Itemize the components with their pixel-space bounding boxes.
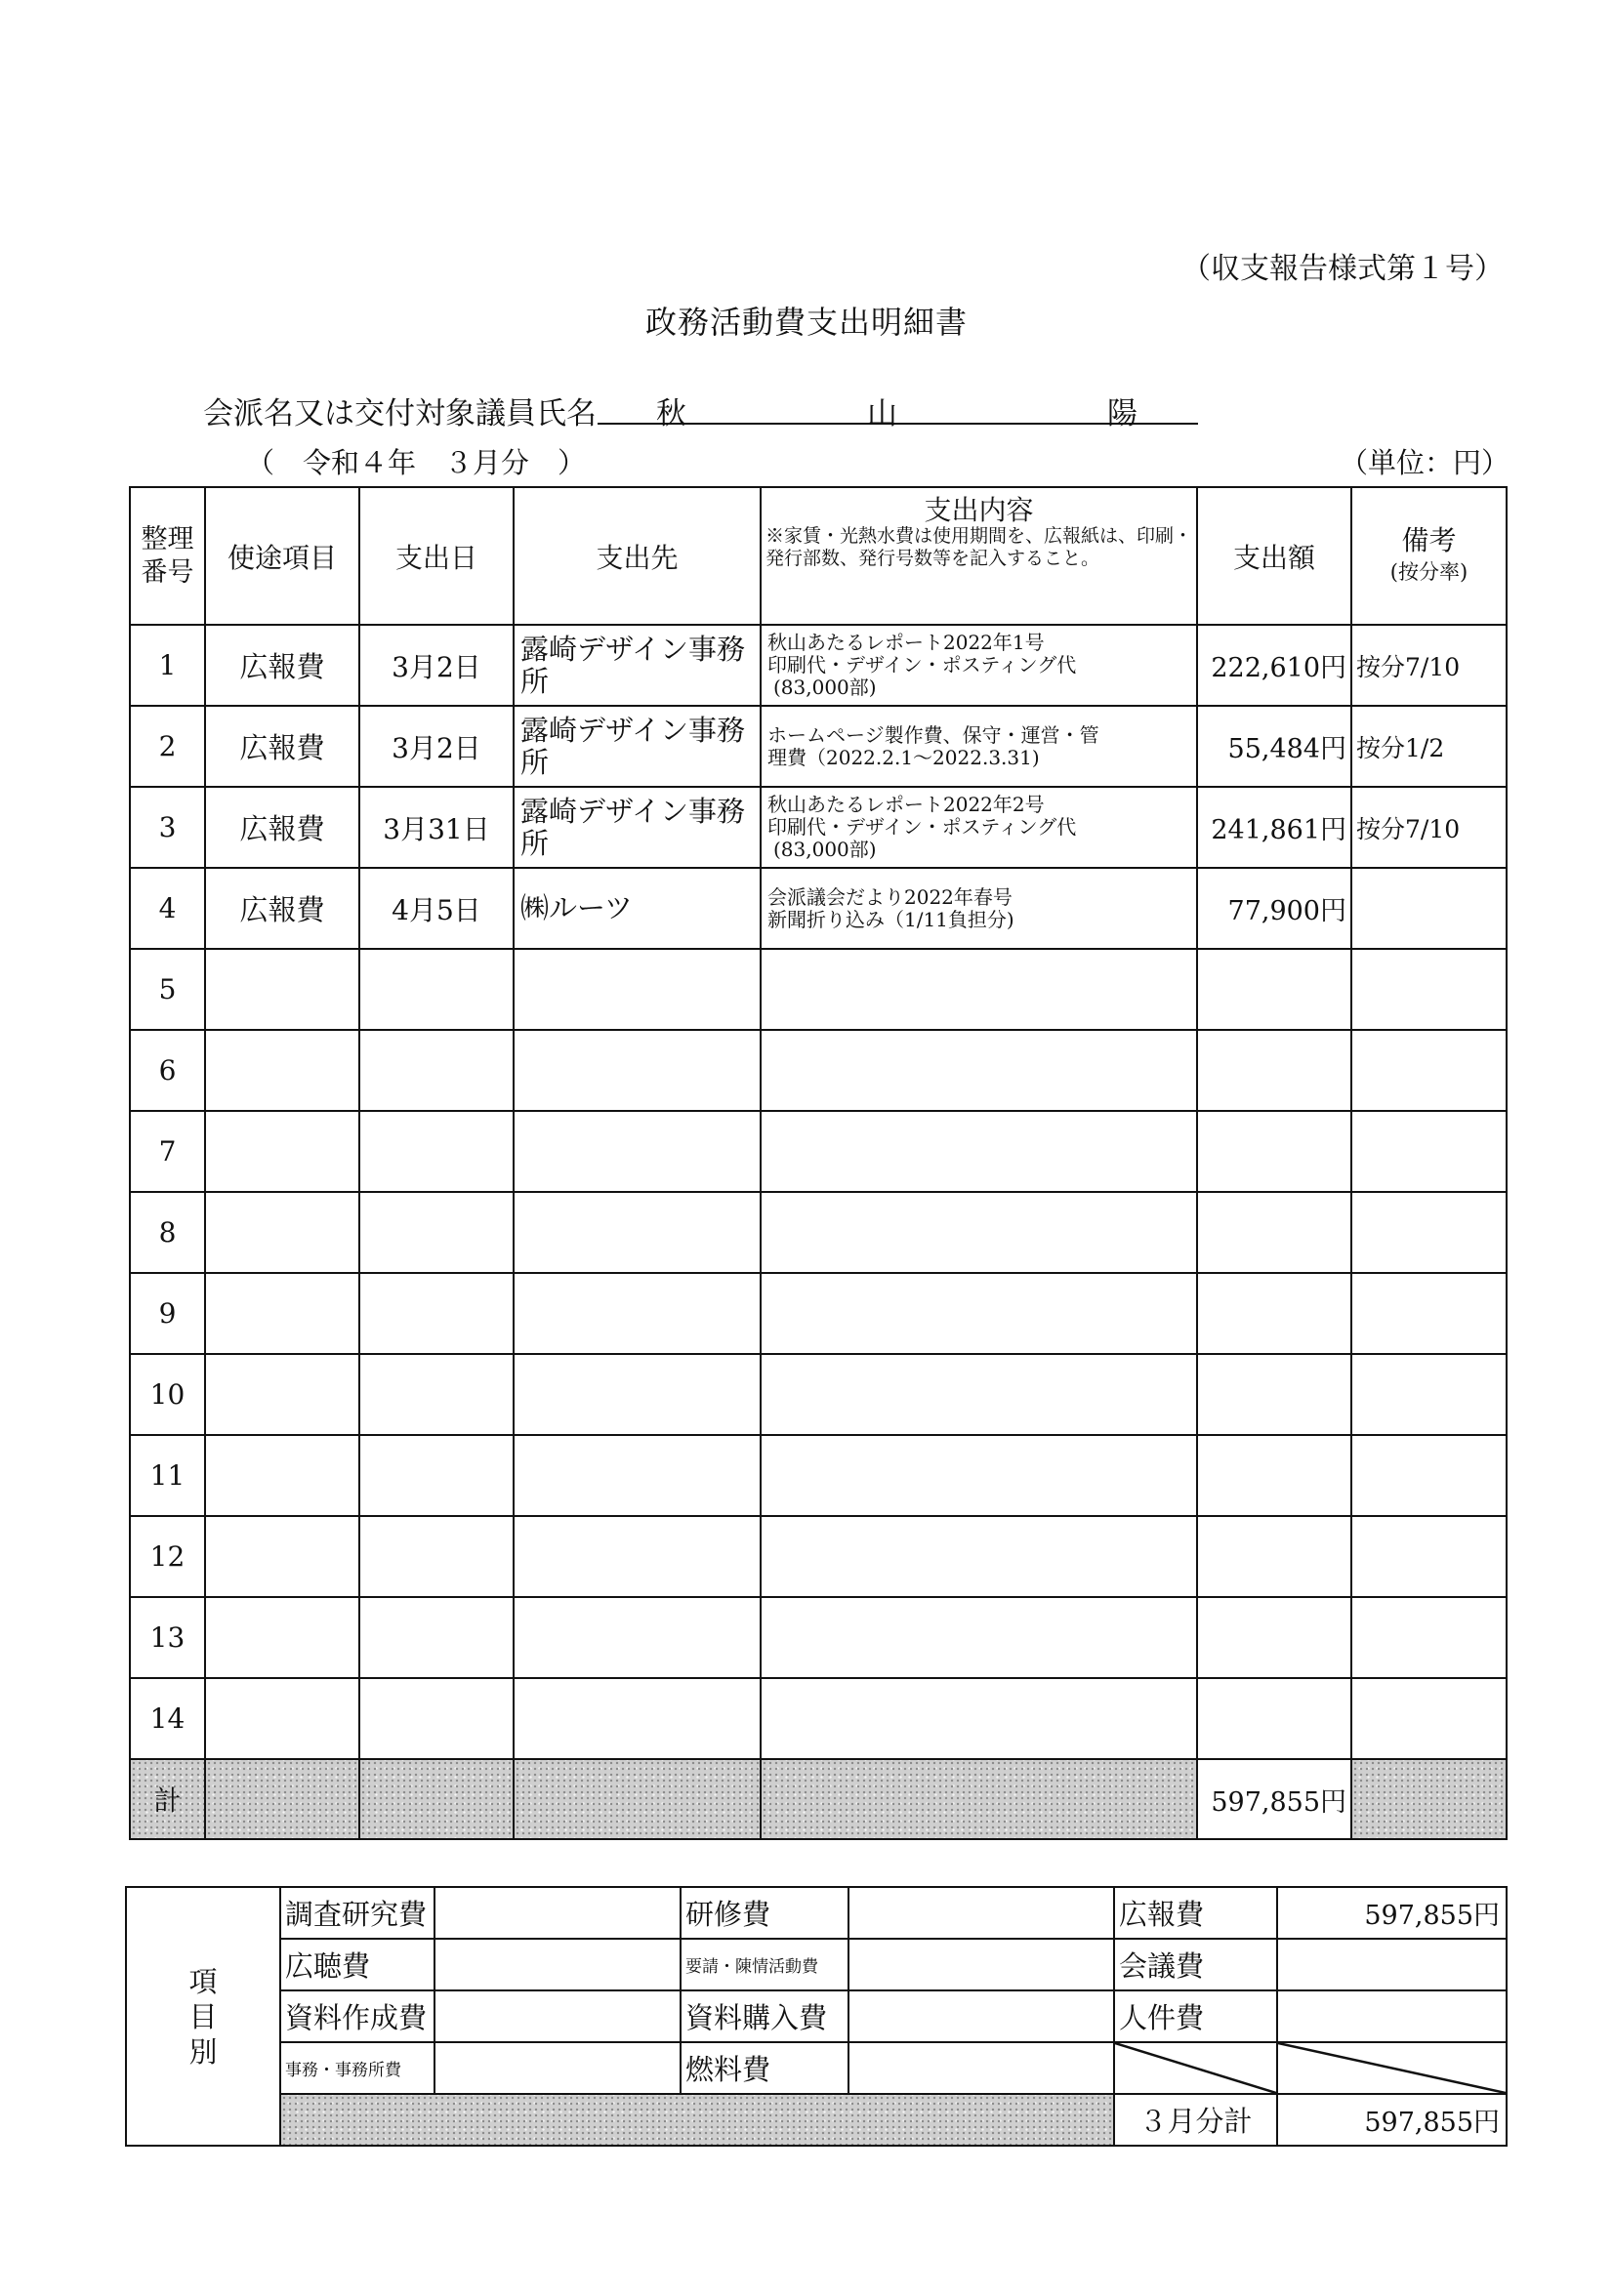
col-header-note-title: 備考 [1401, 523, 1457, 556]
total-row [130, 1759, 1507, 1839]
row-note [1351, 1273, 1507, 1354]
row-use [205, 1516, 359, 1597]
row-amount [1197, 1273, 1351, 1354]
row-no: 1 [130, 625, 205, 706]
row-use: 広報費 [205, 625, 359, 706]
row-no: 3 [130, 787, 205, 868]
cat-petition-label: 要請・陳情活動費 [681, 1939, 848, 1990]
row-desc-line1: ホームページ製作費、保守・運営・管 [767, 722, 1099, 747]
name-label: 会派名又は交付対象議員氏名 [203, 396, 597, 431]
row-date: 4月5日 [359, 868, 514, 949]
row-use [205, 1678, 359, 1759]
month-total-amount: 597,855円 [1277, 2094, 1507, 2146]
table-row [130, 1192, 1507, 1273]
name-char-2: 山 [867, 396, 897, 431]
row-no: 7 [130, 1111, 205, 1192]
row-date [359, 1111, 514, 1192]
row-date [359, 1678, 514, 1759]
page-title: 政務活動費支出明細書 [644, 304, 968, 341]
row-payee [514, 625, 761, 706]
summary-side-label [126, 1887, 280, 2146]
name-underline [598, 423, 1198, 425]
expense-table [129, 486, 1508, 1840]
row-payee [514, 1030, 761, 1111]
total-shaded-cell [205, 1759, 359, 1839]
total-shaded-cell [514, 1759, 761, 1839]
row-desc [761, 787, 1197, 868]
row-payee [514, 1435, 761, 1516]
name-char-1: 秋 [656, 396, 686, 431]
col-header-use: 使途項目 [205, 487, 359, 625]
row-no: 6 [130, 1030, 205, 1111]
row-desc [761, 1516, 1197, 1597]
row-note [1351, 949, 1507, 1030]
row-no: 9 [130, 1273, 205, 1354]
total-shaded-cell [359, 1759, 514, 1839]
row-use [205, 1030, 359, 1111]
col-header-no-label: 整理番号 [141, 523, 194, 588]
row-payee-text: ㈱ルーツ [520, 891, 633, 924]
row-desc-line3: (83,000部) [773, 838, 877, 861]
row-use [205, 1192, 359, 1273]
diagonal-empty-cell [1277, 2042, 1507, 2094]
table-row [130, 625, 1507, 706]
cat-office-amount [434, 2042, 681, 2094]
row-payee [514, 1597, 761, 1678]
unit-label: （単位：円） [1340, 446, 1510, 479]
form-number: （収支報告様式第１号） [1181, 252, 1504, 286]
row-payee-text: 露崎デザイン事務所 [520, 794, 745, 860]
row-note [1351, 1030, 1507, 1111]
row-desc [761, 1192, 1197, 1273]
table-row [130, 1516, 1507, 1597]
side-char-2: 目 [188, 1999, 218, 2033]
cat-materials-buy-amount [848, 1990, 1114, 2042]
cat-petition-amount [848, 1939, 1114, 1990]
cat-pr-amount: 597,855円 [1277, 1887, 1507, 1939]
row-use: 広報費 [205, 787, 359, 868]
row-payee [514, 787, 761, 868]
row-desc-line1: 秋山あたるレポート2022年2号 [767, 793, 1045, 816]
row-date [359, 1435, 514, 1516]
row-desc-line1: 会派議会だより2022年春号 [767, 884, 1013, 909]
row-payee [514, 1192, 761, 1273]
row-desc [761, 1111, 1197, 1192]
cat-research-label: 調査研究費 [280, 1887, 434, 1939]
cat-materials-buy-label: 資料購入費 [681, 1990, 848, 2042]
row-amount [1197, 1516, 1351, 1597]
row-desc [761, 1273, 1197, 1354]
row-payee [514, 1111, 761, 1192]
row-no: 13 [130, 1597, 205, 1678]
row-amount [1197, 1354, 1351, 1435]
row-amount: 222,610円 [1197, 625, 1351, 706]
table-row [130, 1030, 1507, 1111]
row-use [205, 1111, 359, 1192]
row-note: 按分7/10 [1351, 625, 1507, 706]
row-note [1351, 1111, 1507, 1192]
row-desc [761, 1678, 1197, 1759]
row-desc-line2: 理費（2022.2.1～2022.3.31) [767, 745, 1040, 769]
table-row [130, 706, 1507, 787]
row-note [1351, 1435, 1507, 1516]
row-desc [761, 1354, 1197, 1435]
row-amount [1197, 949, 1351, 1030]
month-total-label: ３月分計 [1114, 2094, 1277, 2146]
side-char-3: 別 [188, 2034, 218, 2069]
table-row [130, 1354, 1507, 1435]
cat-training-amount [848, 1887, 1114, 1939]
row-desc-line2: 印刷代・デザイン・ポスティング代 [767, 653, 1077, 676]
row-amount [1197, 1678, 1351, 1759]
row-desc [761, 706, 1197, 787]
col-header-note-sub: (按分率) [1389, 559, 1468, 584]
row-payee [514, 949, 761, 1030]
row-no: 12 [130, 1516, 205, 1597]
summary-shaded-cell [280, 2094, 1114, 2146]
row-no: 2 [130, 706, 205, 787]
row-use: 広報費 [205, 706, 359, 787]
row-date [359, 1597, 514, 1678]
row-payee [514, 1273, 761, 1354]
row-note [1351, 868, 1507, 949]
row-desc [761, 625, 1197, 706]
period-label: （ 令和４年 ３月分 ） [246, 446, 587, 479]
col-header-no [130, 487, 205, 625]
row-payee [514, 706, 761, 787]
col-header-date: 支出日 [359, 487, 514, 625]
row-note: 按分1/2 [1351, 706, 1507, 787]
row-no: 10 [130, 1354, 205, 1435]
row-desc-line1: 秋山あたるレポート2022年1号 [767, 631, 1045, 654]
row-use [205, 1273, 359, 1354]
row-use [205, 949, 359, 1030]
category-summary-table [125, 1886, 1508, 2147]
row-no: 5 [130, 949, 205, 1030]
table-row [130, 868, 1507, 949]
cat-materials-make-label: 資料作成費 [280, 1990, 434, 2042]
row-no: 8 [130, 1192, 205, 1273]
row-payee [514, 1678, 761, 1759]
row-amount [1197, 1111, 1351, 1192]
table-row [130, 1435, 1507, 1516]
cat-fuel-amount [848, 2042, 1114, 2094]
row-desc [761, 1435, 1197, 1516]
cat-personnel-amount [1277, 1990, 1507, 2042]
cat-materials-make-amount [434, 1990, 681, 2042]
cat-hearing-amount [434, 1939, 681, 1990]
cat-research-amount [434, 1887, 681, 1939]
cat-fuel-label: 燃料費 [681, 2042, 848, 2094]
col-header-desc [761, 487, 1197, 625]
table-row [130, 949, 1507, 1030]
row-date [359, 1030, 514, 1111]
row-use [205, 1435, 359, 1516]
name-char-3: 陽 [1107, 396, 1137, 431]
row-payee-text: 露崎デザイン事務所 [520, 632, 745, 698]
col-header-payee: 支出先 [514, 487, 761, 625]
row-date [359, 1192, 514, 1273]
total-amount: 597,855円 [1197, 1759, 1351, 1839]
cat-meeting-amount [1277, 1939, 1507, 1990]
row-note [1351, 1192, 1507, 1273]
row-amount [1197, 1435, 1351, 1516]
row-payee [514, 868, 761, 949]
total-label: 計 [130, 1759, 205, 1839]
table-row [130, 1273, 1507, 1354]
row-payee-text: 露崎デザイン事務所 [520, 713, 745, 779]
row-note [1351, 1597, 1507, 1678]
row-date [359, 1354, 514, 1435]
table-row [130, 1597, 1507, 1678]
row-desc-line2: 新聞折り込み（1/11負担分) [767, 907, 1014, 931]
row-desc-line2: 印刷代・デザイン・ポスティング代 [767, 815, 1077, 839]
row-note [1351, 1354, 1507, 1435]
table-header-row [130, 487, 1507, 625]
table-row [130, 1111, 1507, 1192]
row-note: 按分7/10 [1351, 787, 1507, 868]
row-use [205, 1354, 359, 1435]
total-shaded-cell [1351, 1759, 1507, 1839]
row-no: 4 [130, 868, 205, 949]
row-payee [514, 1354, 761, 1435]
cat-pr-label: 広報費 [1114, 1887, 1277, 1939]
col-header-desc-title: 支出内容 [924, 494, 1034, 526]
cat-personnel-label: 人件費 [1114, 1990, 1277, 2042]
cat-meeting-label: 会議費 [1114, 1939, 1277, 1990]
col-header-note [1351, 487, 1507, 625]
row-amount: 55,484円 [1197, 706, 1351, 787]
col-header-desc-note: ※家賃・光熱水費は使用期間を、広報紙は、印刷・発行部数、発行号数等を記入すること。 [765, 525, 1193, 569]
col-header-amount: 支出額 [1197, 487, 1351, 625]
row-amount: 77,900円 [1197, 868, 1351, 949]
row-note [1351, 1678, 1507, 1759]
cat-hearing-label: 広聴費 [280, 1939, 434, 1990]
cat-training-label: 研修費 [681, 1887, 848, 1939]
row-amount [1197, 1192, 1351, 1273]
row-desc [761, 1597, 1197, 1678]
row-desc-line3: (83,000部) [773, 676, 877, 699]
total-shaded-cell [761, 1759, 1197, 1839]
row-no: 14 [130, 1678, 205, 1759]
row-desc [761, 949, 1197, 1030]
row-amount [1197, 1030, 1351, 1111]
row-date: 3月2日 [359, 706, 514, 787]
row-date [359, 1273, 514, 1354]
row-amount [1197, 1597, 1351, 1678]
row-date: 3月2日 [359, 625, 514, 706]
row-date: 3月31日 [359, 787, 514, 868]
row-use [205, 1597, 359, 1678]
row-desc [761, 868, 1197, 949]
row-amount: 241,861円 [1197, 787, 1351, 868]
cat-office-label: 事務・事務所費 [280, 2042, 434, 2094]
row-desc [761, 1030, 1197, 1111]
row-use: 広報費 [205, 868, 359, 949]
row-note [1351, 1516, 1507, 1597]
table-row [130, 1678, 1507, 1759]
row-no: 11 [130, 1435, 205, 1516]
diagonal-empty-cell [1114, 2042, 1277, 2094]
side-char-1: 項 [188, 1964, 218, 1998]
row-date [359, 1516, 514, 1597]
row-payee [514, 1516, 761, 1597]
table-row [130, 787, 1507, 868]
row-date [359, 949, 514, 1030]
